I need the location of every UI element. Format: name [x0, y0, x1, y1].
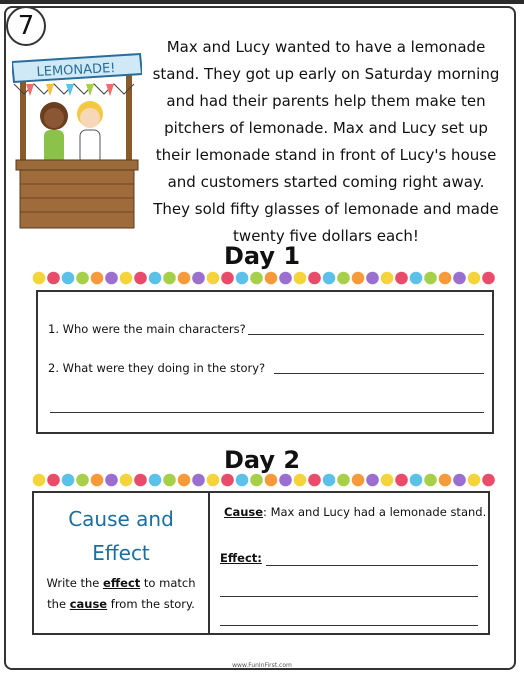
- lemonade-stand-illustration: [12, 44, 142, 230]
- decorative-dot: [163, 474, 176, 487]
- inst-cause: cause: [69, 597, 108, 611]
- decorative-dot: [192, 272, 205, 285]
- dot-border: [32, 270, 496, 286]
- decorative-dot: [337, 474, 350, 487]
- decorative-dot: [149, 474, 162, 487]
- decorative-dot: [120, 272, 133, 285]
- decorative-dot: [366, 272, 379, 285]
- decorative-dot: [76, 272, 89, 285]
- decorative-dot: [250, 272, 263, 285]
- decorative-dot: [120, 474, 133, 487]
- decorative-dot: [453, 474, 466, 487]
- decorative-dot: [178, 272, 191, 285]
- decorative-dot: [163, 272, 176, 285]
- decorative-dot: [308, 272, 321, 285]
- page-number: 7: [6, 6, 46, 46]
- story-line: They sold fifty glasses of lemonade and made: [153, 200, 499, 218]
- decorative-dot: [424, 474, 437, 487]
- decorative-dot: [439, 272, 452, 285]
- story-line: and had their parents help them make ten: [166, 92, 486, 110]
- decorative-dot: [439, 474, 452, 487]
- decorative-dot: [105, 474, 118, 487]
- story-line: pitchers of lemonade. Max and Lucy set up: [164, 119, 488, 137]
- story-line: their lemonade stand in front of Lucy's house: [155, 146, 497, 164]
- inst-text: the: [47, 597, 70, 611]
- decorative-dot: [279, 272, 292, 285]
- decorative-dot: [62, 272, 75, 285]
- decorative-dot: [468, 474, 481, 487]
- decorative-dot: [192, 474, 205, 487]
- answer-line-1[interactable]: [248, 334, 484, 335]
- day2-title: Day 2: [223, 446, 301, 474]
- decorative-dot: [47, 272, 60, 285]
- effect-answer-line-3[interactable]: [220, 625, 478, 626]
- story-line: Max and Lucy wanted to have a lemonade: [166, 38, 486, 56]
- decorative-dot: [468, 272, 481, 285]
- decorative-dot: [62, 474, 75, 487]
- decorative-dot: [410, 272, 423, 285]
- decorative-dot: [294, 272, 307, 285]
- decorative-dot: [381, 272, 394, 285]
- decorative-dot: [323, 272, 336, 285]
- decorative-dot: [279, 474, 292, 487]
- decorative-dot: [221, 272, 234, 285]
- decorative-dot: [33, 272, 46, 285]
- effect-answer-line-2[interactable]: [220, 596, 478, 597]
- decorative-dot: [47, 474, 60, 487]
- story-line: and customers started coming right away.: [167, 173, 485, 191]
- story-line: stand. They got up early on Saturday morning: [152, 65, 500, 83]
- inst-text: Write the: [46, 576, 104, 590]
- decorative-dot: [236, 474, 249, 487]
- question-2: 2. What were they doing in the story?: [48, 361, 266, 375]
- decorative-dot: [33, 474, 46, 487]
- decorative-dot: [207, 474, 220, 487]
- decorative-dot: [453, 272, 466, 285]
- girl-figure: [40, 102, 68, 164]
- footer-url: www.FunInFirst.com: [232, 662, 292, 669]
- decorative-dot: [308, 474, 321, 487]
- decorative-dot: [482, 272, 495, 285]
- story-text: [142, 34, 510, 250]
- decorative-dot: [265, 474, 278, 487]
- decorative-dot: [178, 474, 191, 487]
- sign-text: LEMONADE!: [36, 60, 116, 81]
- decorative-dot: [105, 272, 118, 285]
- decorative-dot: [91, 272, 104, 285]
- day1-box: [36, 290, 494, 434]
- cause-label: Cause: [224, 505, 264, 519]
- inst-text: to match: [140, 576, 196, 590]
- decorative-dot: [76, 474, 89, 487]
- decorative-dot: [482, 474, 495, 487]
- effect-label: Effect:: [220, 551, 262, 565]
- decorative-dot: [381, 474, 394, 487]
- cause-effect-title-line2: Effect: [92, 541, 150, 565]
- decorative-dot: [410, 474, 423, 487]
- decorative-dot: [207, 272, 220, 285]
- decorative-dot: [294, 474, 307, 487]
- decorative-dot: [352, 272, 365, 285]
- answer-line-3[interactable]: [50, 412, 484, 413]
- decorative-dot: [337, 272, 350, 285]
- decorative-dot: [395, 474, 408, 487]
- cause-text: : Max and Lucy had a lemonade stand.: [263, 505, 487, 519]
- column-divider: [208, 493, 210, 633]
- question-1: 1. Who were the main characters?: [48, 322, 246, 336]
- top-strip: [0, 0, 524, 4]
- cause-statement: [224, 505, 486, 519]
- decorative-dot: [236, 272, 249, 285]
- decorative-dot: [352, 474, 365, 487]
- boy-figure: [77, 101, 103, 164]
- decorative-dot: [250, 474, 263, 487]
- dot-border: [32, 472, 496, 488]
- decorative-dot: [323, 474, 336, 487]
- decorative-dot: [221, 474, 234, 487]
- decorative-dot: [134, 474, 147, 487]
- decorative-dot: [149, 272, 162, 285]
- decorative-dot: [265, 272, 278, 285]
- day1-title: Day 1: [223, 242, 301, 270]
- instructions: [40, 573, 202, 615]
- decorative-dot: [395, 272, 408, 285]
- story-line: twenty five dollars each!: [233, 227, 419, 245]
- answer-line-2[interactable]: [274, 373, 484, 374]
- inst-effect: effect: [103, 576, 141, 590]
- day2-box: [32, 491, 490, 635]
- decorative-dot: [424, 272, 437, 285]
- decorative-dot: [366, 474, 379, 487]
- cause-effect-title-line1: Cause and: [68, 507, 174, 531]
- inst-text: from the story.: [107, 597, 195, 611]
- effect-answer-line-1[interactable]: [266, 565, 478, 566]
- decorative-dot: [134, 272, 147, 285]
- decorative-dot: [91, 474, 104, 487]
